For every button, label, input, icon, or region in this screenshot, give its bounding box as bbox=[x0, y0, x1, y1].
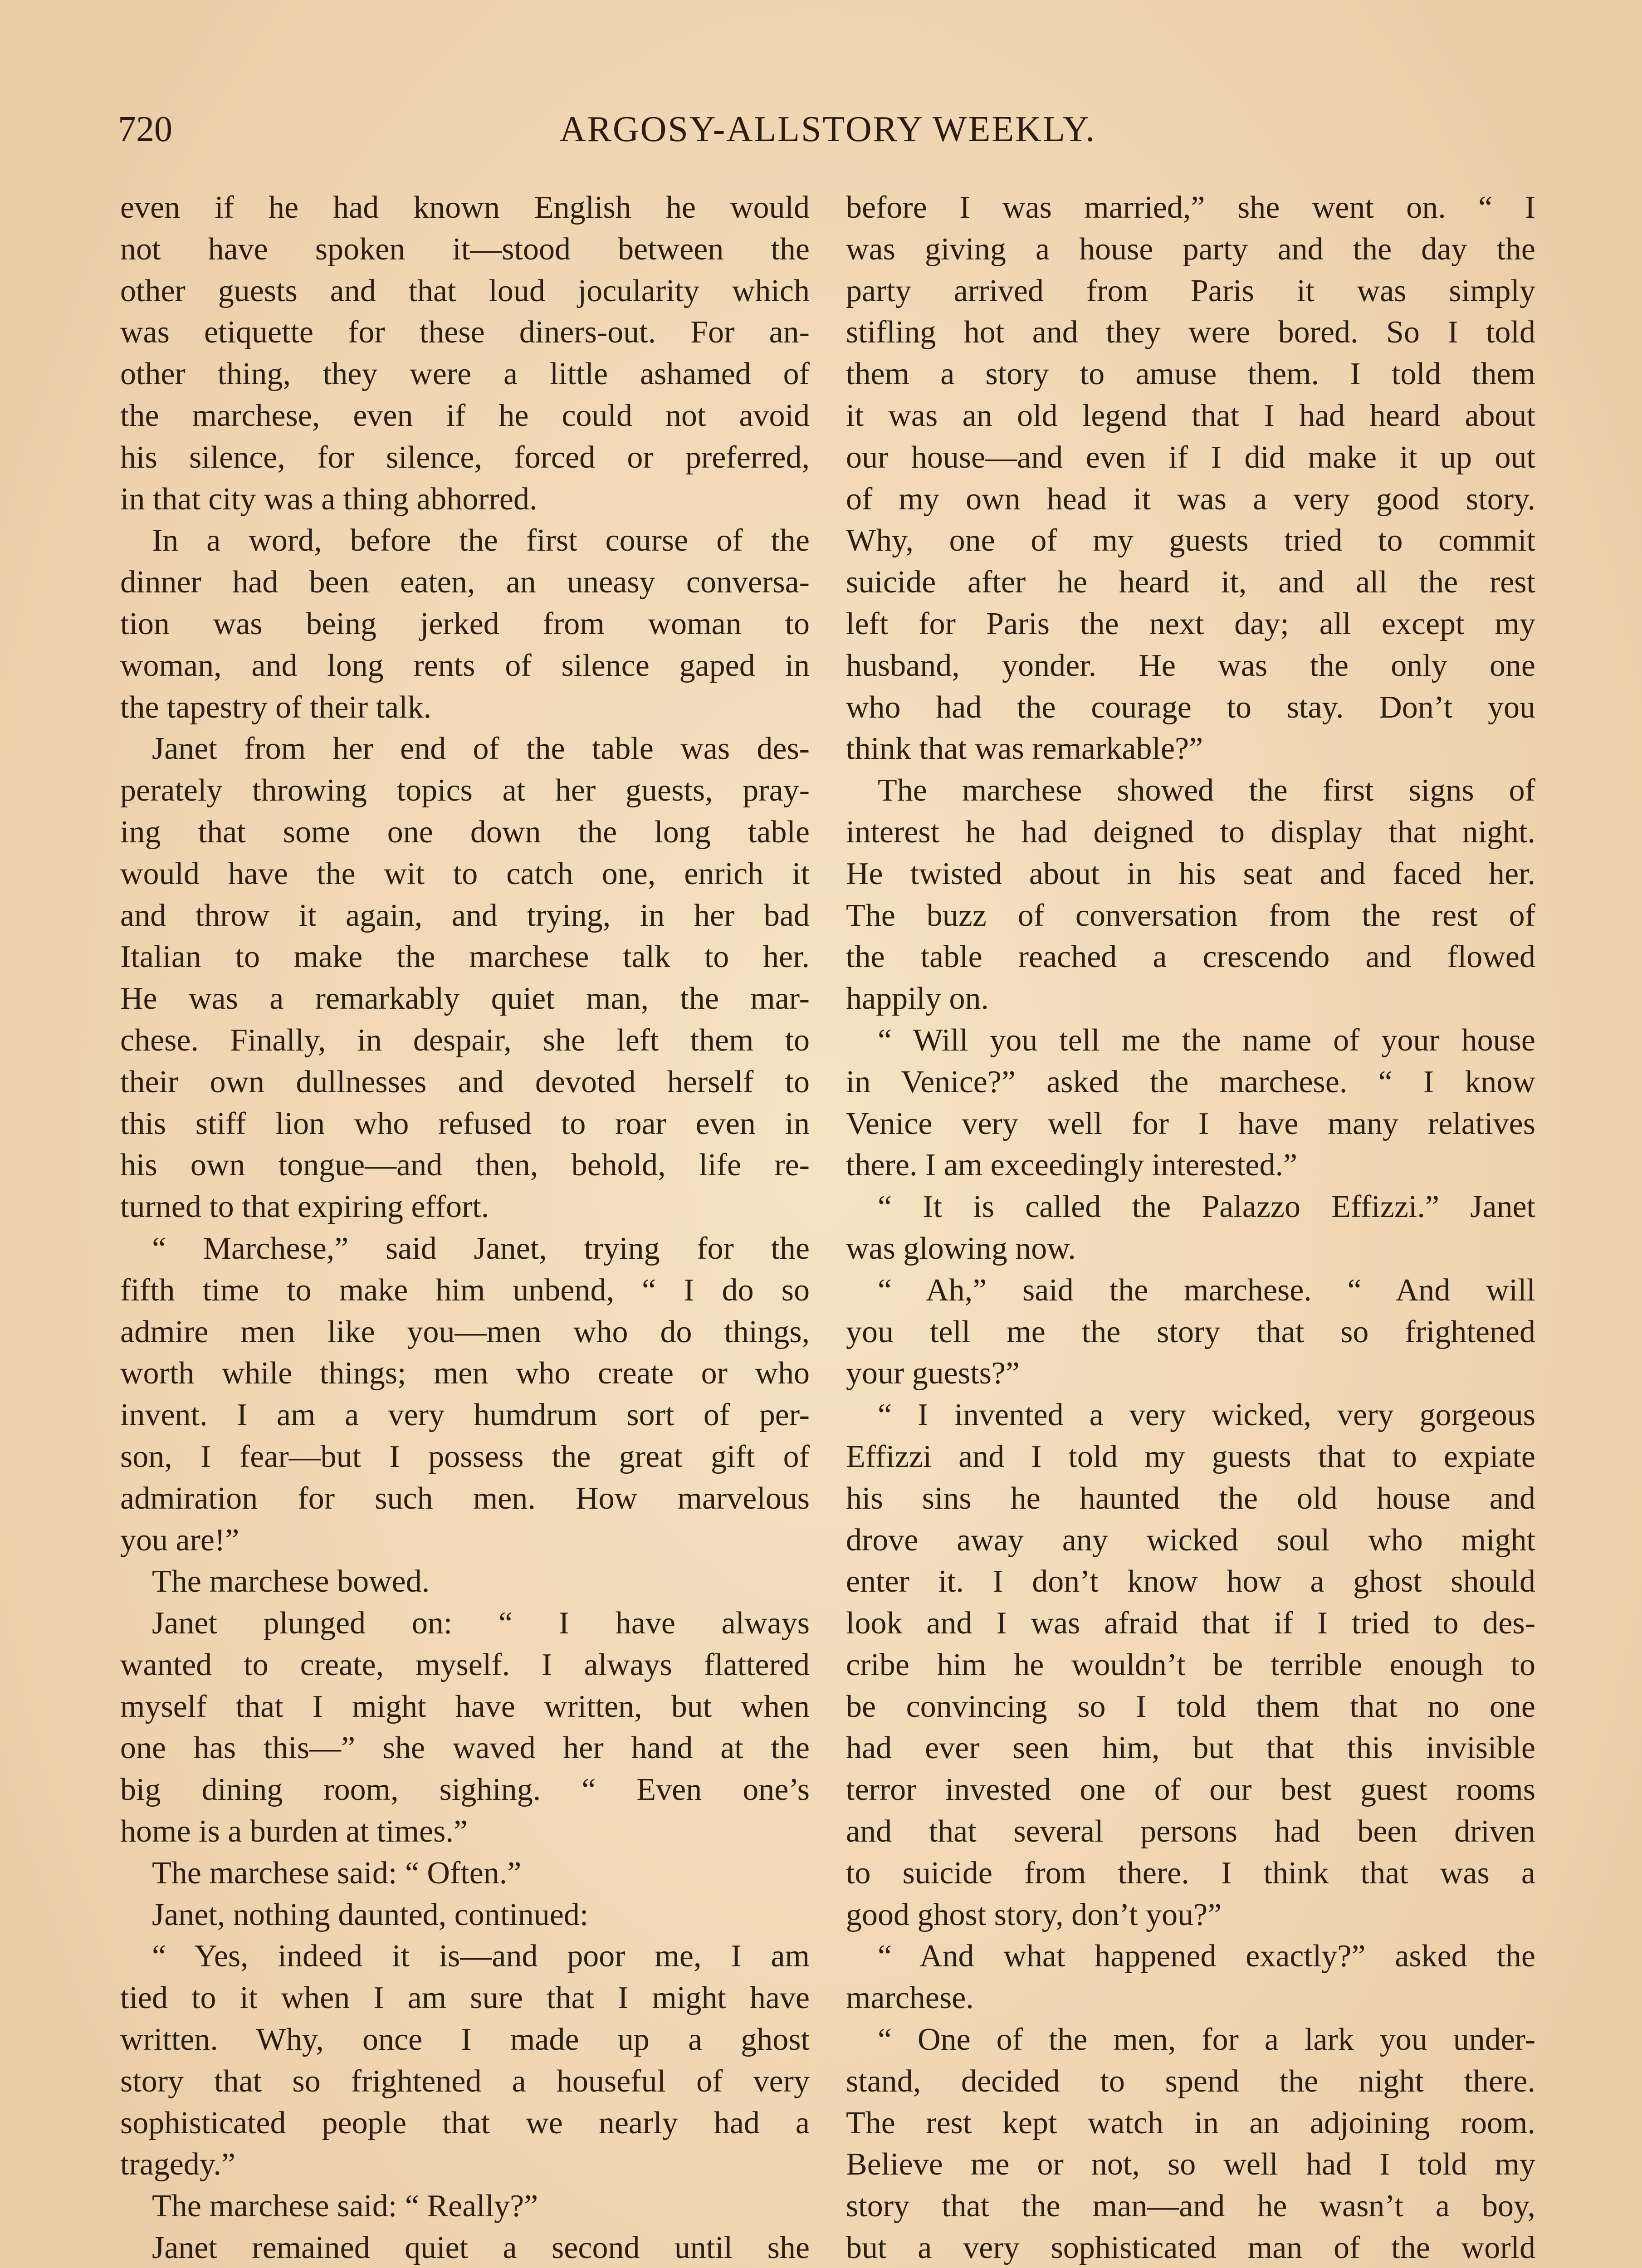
text-line: “ Marchese,” said Janet, trying for the bbox=[152, 1231, 810, 1266]
text-line: of my own head it was a very good story. bbox=[846, 481, 1535, 517]
text-line: your guests?” bbox=[846, 1356, 1020, 1391]
text-line: home is a burden at times.” bbox=[120, 1814, 468, 1849]
text-line: myself that I might have written, but when bbox=[120, 1689, 810, 1724]
text-line: and throw it again, and trying, in her bad bbox=[120, 898, 810, 933]
text-line: Venice very well for I have many relatives bbox=[846, 1106, 1535, 1141]
text-line: terror invested one of our best guest rooms bbox=[846, 1772, 1535, 1808]
text-line: chese. Finally, in despair, she left them to bbox=[120, 1022, 810, 1058]
text-line: other guests and that loud jocularity which bbox=[120, 273, 810, 308]
text-line: was glowing now. bbox=[846, 1231, 1076, 1266]
left-column bbox=[120, 187, 810, 2268]
text-line: even if he had known English he would bbox=[120, 190, 810, 225]
text-line: The buzz of conversation from the rest of bbox=[846, 898, 1535, 933]
text-line: written. Why, once I made up a ghost bbox=[120, 2022, 810, 2058]
text-line: one has this—” she waved her hand at the bbox=[120, 1730, 810, 1766]
text-line: story that so frightened a houseful of very bbox=[120, 2063, 810, 2099]
page-header bbox=[118, 104, 1538, 159]
text-line: The marchese bowed. bbox=[152, 1564, 430, 1599]
text-line: drove away any wicked soul who might bbox=[846, 1522, 1535, 1558]
text-line: be convincing so I told them that no one bbox=[846, 1689, 1535, 1724]
text-line: In a word, before the first course of the bbox=[152, 523, 810, 558]
text-line: The marchese showed the first signs of bbox=[878, 773, 1535, 808]
text-line: the table reached a crescendo and flowed bbox=[846, 939, 1535, 975]
text-line: our house—and even if I did make it up out bbox=[846, 440, 1535, 475]
text-line: wanted to create, myself. I always flattered bbox=[120, 1647, 810, 1682]
text-line: not have spoken it—stood between the bbox=[120, 231, 810, 267]
text-line: The rest kept watch in an adjoining room. bbox=[846, 2105, 1535, 2141]
text-line: his sins he haunted the old house and bbox=[846, 1481, 1535, 1516]
text-line: “ Yes, indeed it is—and poor me, I am bbox=[152, 1939, 810, 1974]
text-line: look and I was afraid that if I tried to des- bbox=[846, 1606, 1535, 1641]
text-line: stand, decided to spend the night there. bbox=[846, 2063, 1535, 2099]
text-line: tragedy.” bbox=[120, 2147, 235, 2182]
text-line: tied to it when I am sure that I might have bbox=[120, 1980, 810, 2016]
page-number: 720 bbox=[118, 109, 172, 149]
text-line: “ Ah,” said the marchese. “ And will bbox=[878, 1272, 1535, 1308]
text-line: “ I invented a very wicked, very gorgeous bbox=[878, 1398, 1535, 1433]
running-head: ARGOSY-ALLSTORY WEEKLY. bbox=[559, 109, 1096, 149]
text-line: who had the courage to stay. Don’t you bbox=[846, 689, 1535, 725]
text-line: marchese. bbox=[846, 1980, 974, 2016]
text-line: “ Will you tell me the name of your house bbox=[878, 1022, 1535, 1058]
text-line: was etiquette for these diners-out. For an- bbox=[120, 315, 810, 350]
text-line: the tapestry of their talk. bbox=[120, 689, 432, 725]
text-line: woman, and long rents of silence gaped in bbox=[120, 648, 810, 683]
text-line: but a very sophisticated man of the world bbox=[846, 2230, 1535, 2266]
text-line: story that the man—and he wasn’t a boy, bbox=[846, 2189, 1535, 2224]
text-line: husband, yonder. He was the only one bbox=[846, 648, 1535, 683]
text-line: tion was being jerked from woman to bbox=[120, 606, 810, 641]
text-line: cribe him he wouldn’t be terrible enough to bbox=[846, 1647, 1535, 1682]
text-line: Why, one of my guests tried to commit bbox=[846, 523, 1535, 558]
text-line: enter it. I don’t know how a ghost should bbox=[846, 1564, 1535, 1599]
text-line: He was a remarkably quiet man, the mar- bbox=[120, 981, 810, 1017]
text-line: other thing, they were a little ashamed of bbox=[120, 357, 810, 392]
text-line: left for Paris the next day; all except my bbox=[846, 606, 1535, 641]
text-line: ing that some one down the long table bbox=[120, 814, 810, 850]
text-line: there. I am exceedingly interested.” bbox=[846, 1148, 1298, 1183]
text-line: He twisted about in his seat and faced her. bbox=[846, 856, 1535, 891]
text-line: them a story to amuse them. I told them bbox=[846, 357, 1535, 392]
text-line: Janet plunged on: “ I have always bbox=[152, 1606, 810, 1641]
text-line: to suicide from there. I think that was a bbox=[846, 1855, 1535, 1891]
text-line: dinner had been eaten, an uneasy conversa- bbox=[120, 565, 810, 600]
text-line: in Venice?” asked the marchese. “ I know bbox=[846, 1064, 1535, 1100]
text-line: think that was remarkable?” bbox=[846, 731, 1203, 767]
text-line: fifth time to make him unbend, “ I do so bbox=[120, 1272, 810, 1308]
text-line: happily on. bbox=[846, 981, 989, 1017]
text-line: party arrived from Paris it was simply bbox=[846, 273, 1535, 308]
text-line: and that several persons had been driven bbox=[846, 1814, 1535, 1849]
text-line: Italian to make the marchese talk to her. bbox=[120, 939, 810, 975]
text-line: was giving a house party and the day the bbox=[846, 231, 1535, 267]
text-line: would have the wit to catch one, enrich it bbox=[120, 856, 810, 891]
text-line: his own tongue—and then, behold, life re- bbox=[120, 1148, 810, 1183]
text-line: Believe me or not, so well had I told my bbox=[846, 2147, 1535, 2182]
text-line: sophisticated people that we nearly had a bbox=[120, 2105, 810, 2141]
text-line: in that city was a thing abhorred. bbox=[120, 481, 538, 517]
text-line: “ One of the men, for a lark you under- bbox=[878, 2022, 1535, 2058]
text-line: turned to that expiring effort. bbox=[120, 1189, 489, 1225]
text-line: big dining room, sighing. “ Even one’s bbox=[120, 1772, 810, 1808]
text-line: this stiff lion who refused to roar even in bbox=[120, 1106, 810, 1141]
text-line: the marchese, even if he could not avoid bbox=[120, 398, 810, 433]
text-line: before I was married,” she went on. “ I bbox=[846, 190, 1535, 225]
text-line: stifling hot and they were bored. So I told bbox=[846, 315, 1535, 350]
text-line: worth while things; men who create or who bbox=[120, 1356, 810, 1391]
right-column bbox=[846, 187, 1535, 2268]
text-line: their own dullnesses and devoted herself to bbox=[120, 1064, 810, 1100]
text-line: “ And what happened exactly?” asked the bbox=[878, 1939, 1535, 1974]
text-line: son, I fear—but I possess the great gift of bbox=[120, 1439, 810, 1474]
text-line: admiration for such men. How marvelous bbox=[120, 1481, 810, 1516]
text-line: it was an old legend that I had heard about bbox=[846, 398, 1535, 433]
text-line: interest he had deigned to display that night. bbox=[846, 814, 1535, 850]
text-line: Janet remained quiet a second until she bbox=[152, 2230, 810, 2266]
text-line: invent. I am a very humdrum sort of per- bbox=[120, 1398, 810, 1433]
text-line: you tell me the story that so frightened bbox=[846, 1314, 1535, 1349]
text-line: The marchese said: “ Really?” bbox=[152, 2189, 538, 2224]
text-line: good ghost story, don’t you?” bbox=[846, 1897, 1222, 1932]
text-line: The marchese said: “ Often.” bbox=[152, 1855, 522, 1891]
text-line: perately throwing topics at her guests, pray- bbox=[120, 773, 810, 808]
text-line: Effizzi and I told my guests that to expiate bbox=[846, 1439, 1535, 1474]
text-line: had ever seen him, but that this invisible bbox=[846, 1730, 1535, 1766]
text-line: admire men like you—men who do things, bbox=[120, 1314, 810, 1349]
text-line: suicide after he heard it, and all the rest bbox=[846, 565, 1535, 600]
text-line: Janet, nothing daunted, continued: bbox=[152, 1897, 589, 1932]
text-line: “ It is called the Palazzo Effizzi.” Janet bbox=[878, 1189, 1535, 1225]
text-line: his silence, for silence, forced or preferred, bbox=[120, 440, 810, 475]
text-line: Janet from her end of the table was des- bbox=[152, 731, 810, 767]
text-line: you are!” bbox=[120, 1522, 239, 1558]
